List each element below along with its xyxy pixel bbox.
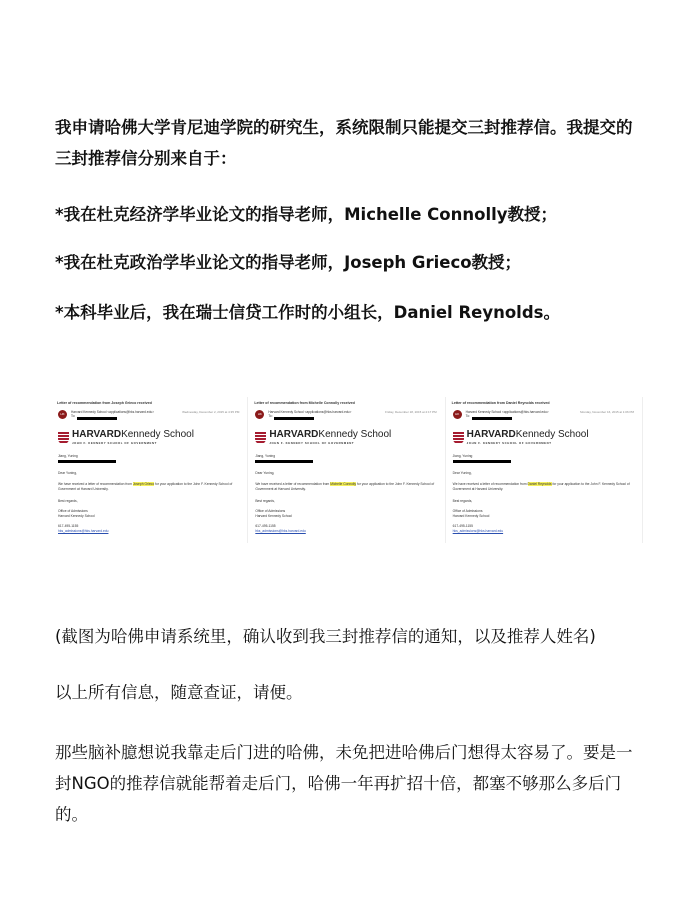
- email-subject: Letter of recommendation from Michelle Connolly received: [254, 401, 355, 405]
- signature-2: Harvard Kennedy School: [452, 514, 490, 518]
- signature-2: Harvard Kennedy School: [255, 514, 292, 518]
- hks-logo: HARVARDKennedy School JOHN F. KENNEDY SCHOOL OF GOVERNMENT: [255, 430, 391, 445]
- hks-logo: HARVARDKennedy School JOHN F. KENNEDY SCHOOL OF GOVERNMENT: [453, 430, 589, 445]
- recommender-3: *本科毕业后，我在瑞士信贷工作时的小组长，Daniel Reynolds。: [55, 303, 560, 322]
- recommender-1: *我在杜克经济学毕业论文的指导老师，Michelle Connolly教授；: [55, 205, 558, 224]
- email-closing: Best regards,: [58, 499, 78, 503]
- harvard-shield-icon: [58, 432, 69, 444]
- hks-logo: HARVARDKennedy School JOHN F. KENNEDY SCHOOL OF GOVERNMENT: [58, 430, 194, 445]
- phone: 617-495-1155: [452, 524, 473, 528]
- email-subject: Letter of recommendation from Joseph Grieco received: [57, 401, 152, 405]
- phone: 617-495-1155: [255, 524, 276, 528]
- recommender-highlight: Daniel Reynolds: [527, 482, 552, 486]
- email-screenshot: [55, 397, 248, 543]
- recipient-name: Jiang, Yuning: [58, 454, 78, 458]
- verify-text: 以上所有信息，随意查证，请便。: [55, 683, 303, 702]
- email-link[interactable]: hks_admissions@hks.harvard.edu: [255, 529, 306, 533]
- email-screenshots: [55, 397, 643, 543]
- redaction-bar: [77, 417, 117, 420]
- email-body: We have received a letter of recommendation from Joseph Grieco for your application to the John F. Kennedy School of Government at Harvard University.: [58, 482, 233, 491]
- email-date: Monday, November 16, 2015 at 1:06 PM: [580, 410, 634, 414]
- harvard-shield-icon: [453, 432, 464, 444]
- phone: 617-495-1155: [58, 524, 79, 528]
- closing-paragraph: 那些脑补臆想说我靠走后门进的哈佛，未免把进哈佛后门想得太容易了。要是一封NGO的推荐信就能帮着走后门，哈佛一年再扩招十倍，都塞不够那么多后门的。: [55, 743, 633, 824]
- redaction-bar: [472, 417, 512, 420]
- greeting: Dear Yuning,: [255, 471, 275, 475]
- signature-1: Office of Admissions: [58, 509, 88, 513]
- sender-avatar: HK: [58, 410, 67, 419]
- email-closing: Best regards,: [255, 499, 275, 503]
- signature-1: Office of Admissions: [255, 509, 286, 513]
- email-screenshot: [450, 397, 643, 543]
- redaction-bar: [274, 417, 314, 420]
- sender: Harvard Kennedy School <applications@hks.harvard.edu>: [268, 410, 352, 414]
- harvard-shield-icon: [255, 432, 266, 444]
- email-body: We have received a letter of recommendation from Michelle Connolly for your application to the John F. Kennedy School of Government at Harvard University.: [255, 482, 435, 491]
- greeting: Dear Yuning,: [452, 471, 472, 475]
- email-link[interactable]: hks_admissions@hks.harvard.edu: [58, 529, 109, 533]
- email-subject: Letter of recommendation from Daniel Reynolds received: [451, 401, 550, 405]
- to-label: To:: [465, 414, 470, 418]
- redaction-bar: [453, 460, 511, 463]
- recommender-highlight: Michelle Connolly: [330, 482, 357, 486]
- greeting: Dear Yuning,: [58, 471, 78, 475]
- signature-2: Harvard Kennedy School: [58, 514, 95, 518]
- recipient-name: Jiang, Yuning: [255, 454, 276, 458]
- email-date: Wednesday, December 2, 2015 at 4:35 PM: [182, 410, 240, 414]
- sender: Harvard Kennedy School <applications@hks.harvard.edu>: [465, 410, 549, 414]
- email-link[interactable]: hks_admissions@hks.harvard.edu: [452, 529, 504, 533]
- email-body: We have received a letter of recommendation from Daniel Reynolds for your application to the John F. Kennedy School of Government at Harvard University.: [452, 482, 630, 491]
- to-label: To:: [268, 414, 273, 418]
- recipient-name: Jiang, Yuning: [452, 454, 473, 458]
- email-date: Friday, December 18, 2015 at 2:17 PM: [385, 410, 437, 414]
- recommender-highlight: Joseph Grieco: [132, 482, 155, 486]
- redaction-bar: [255, 460, 313, 463]
- email-closing: Best regards,: [452, 499, 473, 503]
- signature-1: Office of Admissions: [452, 509, 483, 513]
- sender: Harvard Kennedy School <applications@hks.harvard.edu>: [71, 410, 154, 414]
- caption: (截图为哈佛申请系统里，确认收到我三封推荐信的通知，以及推荐人姓名): [55, 627, 596, 646]
- intro-paragraph: 我申请哈佛大学肯尼迪学院的研究生，系统限制只能提交三封推荐信。我提交的三封推荐信分别来自于：: [55, 118, 633, 168]
- redaction-bar: [58, 460, 116, 463]
- email-screenshot: [252, 397, 445, 543]
- sender-avatar: HK: [255, 410, 264, 419]
- to-label: To:: [71, 414, 76, 418]
- sender-avatar: HK: [453, 410, 462, 419]
- recommender-2: *我在杜克政治学毕业论文的指导老师，Joseph Grieco教授；: [55, 253, 522, 272]
